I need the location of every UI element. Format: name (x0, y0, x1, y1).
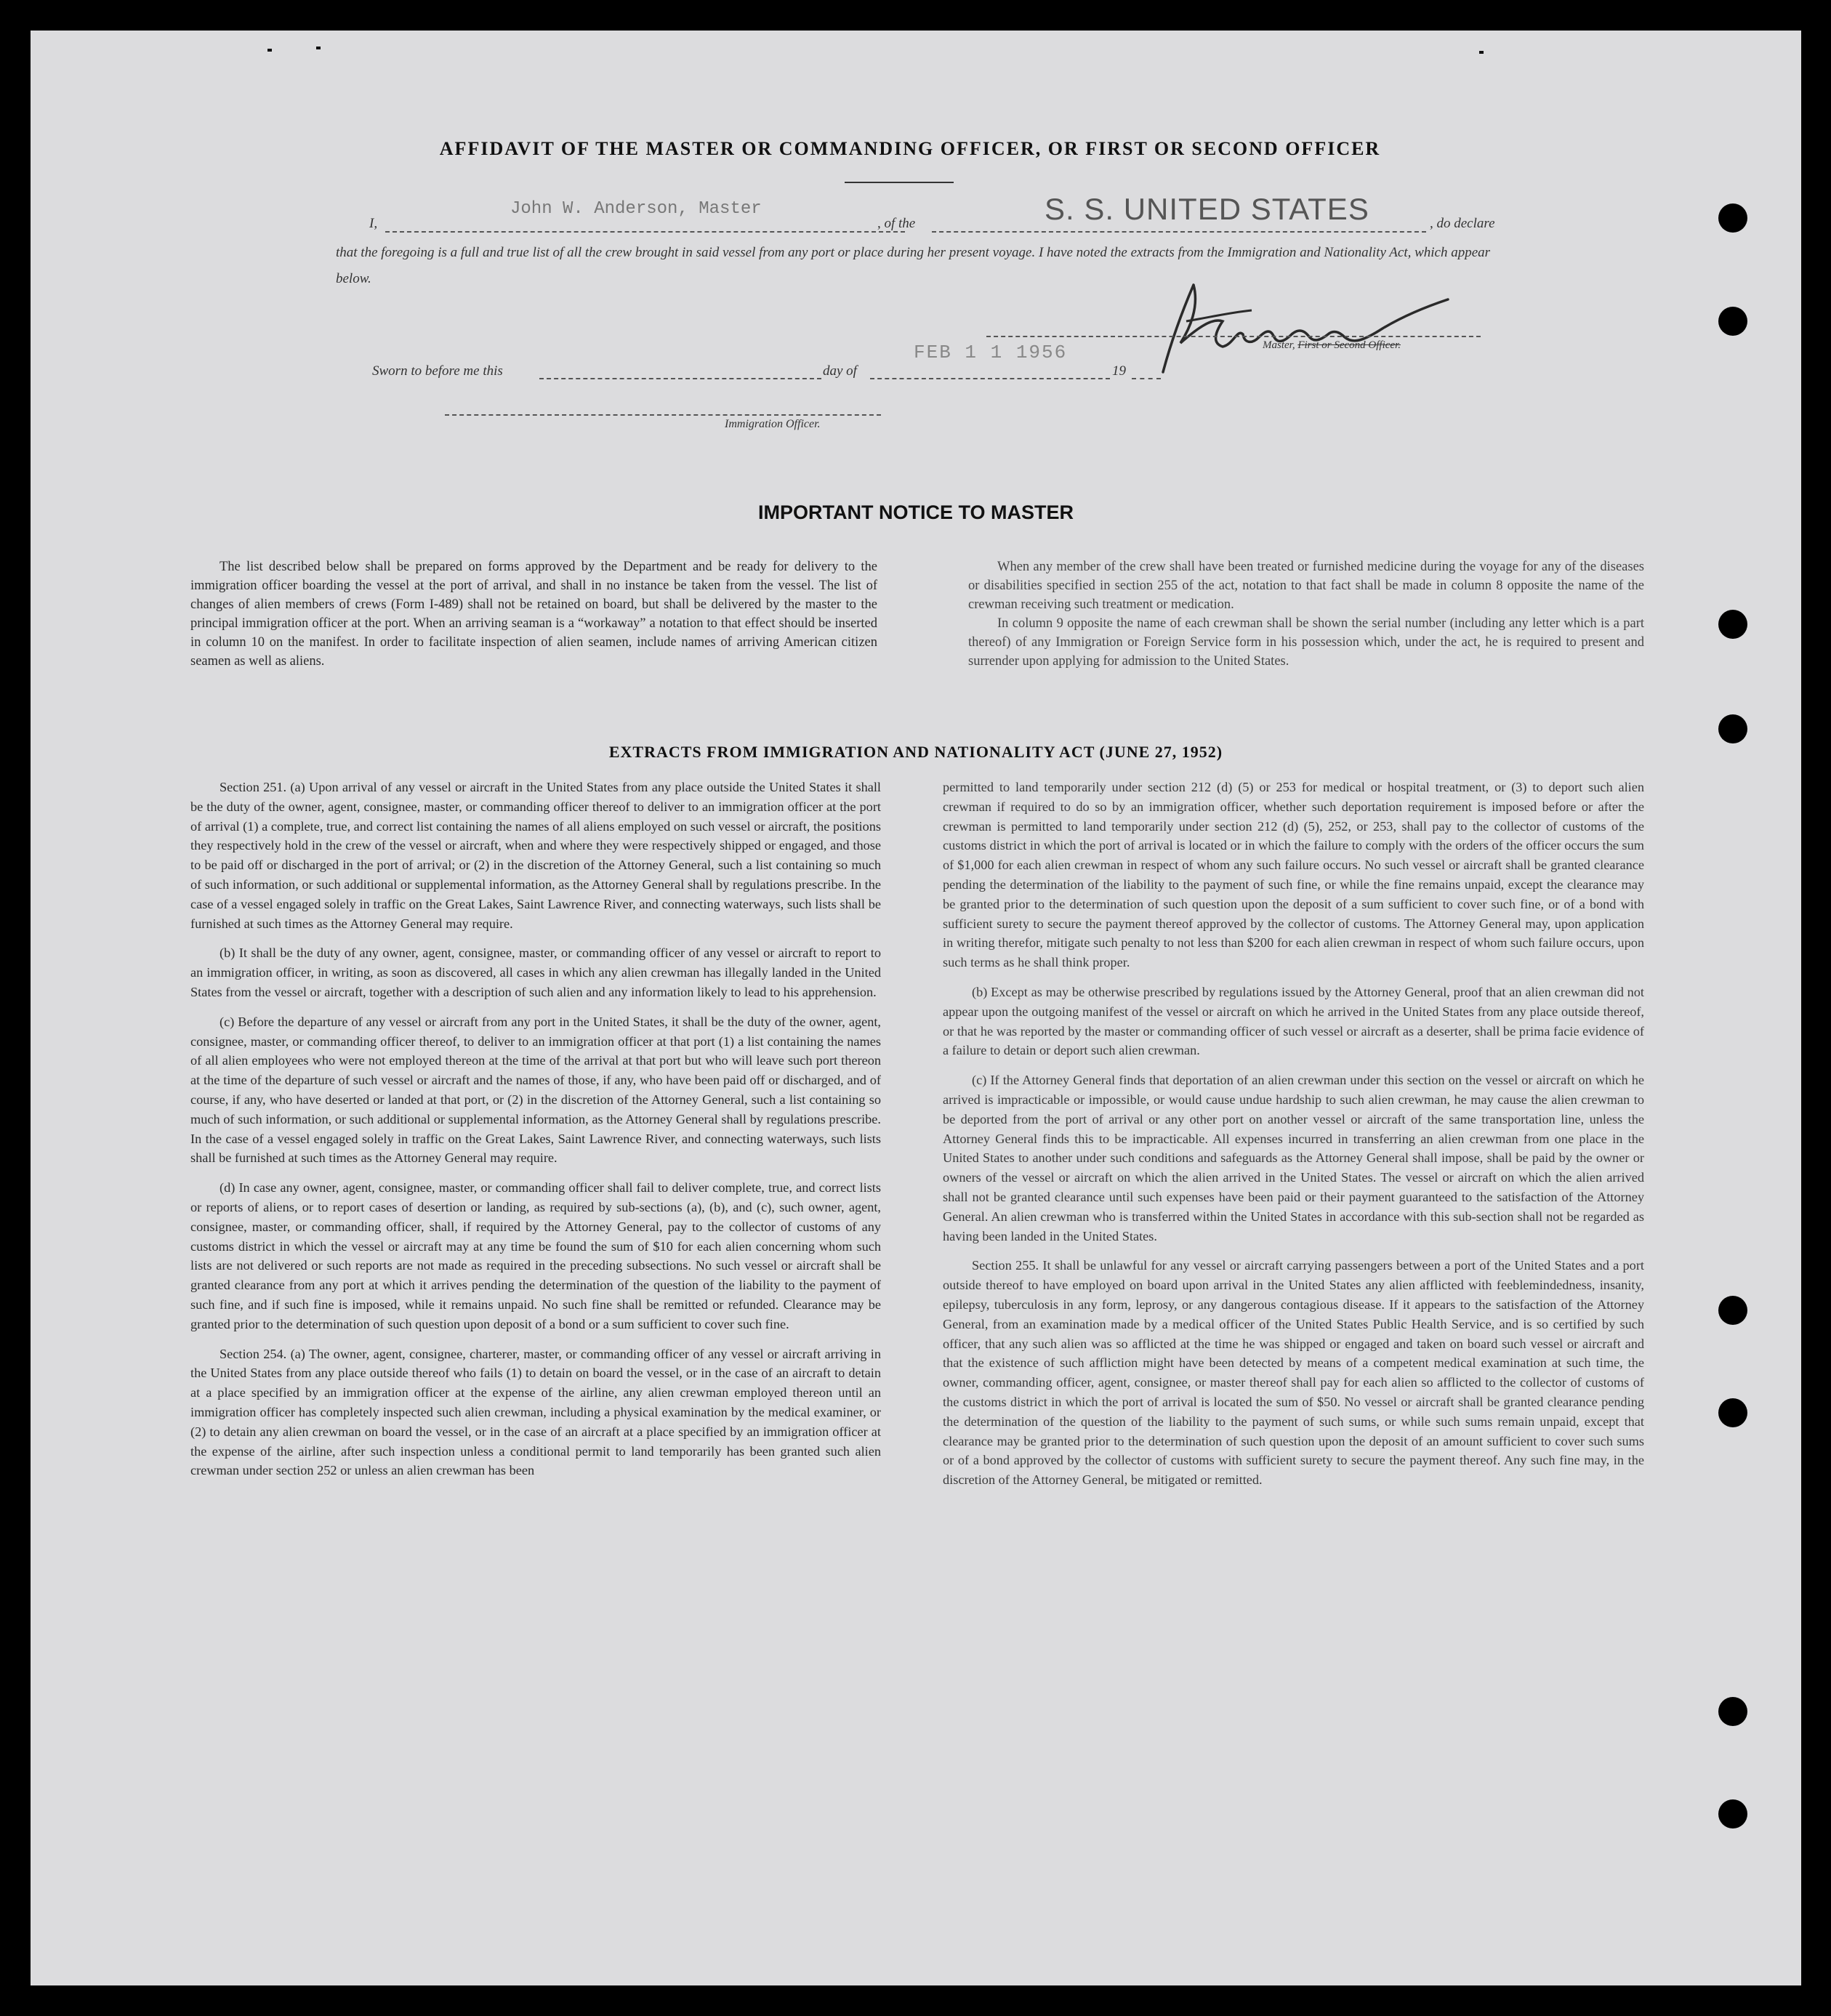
signature-line (986, 336, 1481, 337)
section-254b: (b) Except as may be otherwise prescribed by regulations issued by the Attorney General, proof that an alien crewman did not appear upon the outgoing manifest of the vessel or aircraft on which he arrived in the United States from any place outside thereof, or that he was reported by the master or commanding officer of such vessel or aircraft as a deserter, shall be prima facie evidence of a failure to detain or deport such alien crewman. (943, 984, 1644, 1058)
punch-hole (1718, 714, 1747, 743)
i-label: I, (369, 216, 378, 231)
punch-hole (1718, 203, 1747, 233)
affidavit-title: AFFIDAVIT OF THE MASTER OR COMMANDING OFFICER, OR FIRST OR SECOND OFFICER (439, 138, 1381, 159)
notice-left-column (190, 557, 877, 671)
date-stamp: FEB 1 1 1956 (914, 342, 1068, 363)
vessel-name-line (932, 231, 1426, 233)
section-251c: (c) Before the departure of any vessel or aircraft from any port in the United States, it shall be the duty of the owner, agent, consignee, master, or commanding officer thereof, to deliver to an immigration officer at that port (1) a list containing the names of all alien employees who were not employed thereon at the time of the arrival at that port but who will leave such port thereon at the time of the departure of such vessel or aircraft and the names of those, if any, who have been paid off or discharged, and of course, if any, who have deserted or landed at that port, or (2) in the discretion of the Attorney General, such a list containing so much of such information, or such additional or supplemental information, as the Attorney General shall by regulations prescribe. In the case of a vessel engaged solely in traffic on the Great Lakes, Saint Lawrence River, and connecting waterways, such lists shall be furnished at such times as the Attorney General may require. (190, 1014, 881, 1166)
year-line (1132, 378, 1161, 379)
punch-hole (1718, 1799, 1747, 1828)
scan-mark (1479, 51, 1484, 54)
sworn-label: Sworn to before me this (372, 363, 503, 379)
section-255: Section 255. It shall be unlawful for any vessel or aircraft carrying passengers between a port of the United States and a port outside thereof to have employed on board upon arrival in the United States any alien afflicted with feeblemindedness, insanity, epilepsy, tuberculosis in any form, leprosy, or any dangerous contagious disease. If it appears to the satisfaction of the Attorney General, from an examination made by a medical officer of the United States Public Health Service, and is so certified by such officer, that any such alien was so afflicted at the time he was shipped or engaged and taken on board such vessel or aircraft and that the existence of such affliction might have been detected by means of a competent medical examination at such time, the owner, commanding officer, agent, consignee, or master thereof shall pay for each alien so afflicted to the collector of customs of the customs district in which the port of arrival is located the sum of $50. No vessel or aircraft shall be granted clearance pending the determination of the question of the liability to the payment of such sums, or while such sums remain unpaid, except that clearance may be granted prior to the determination of such question upon the deposit of an amount sufficient to cover such sums or of a bond approved by the collector of customs with sufficient surety to secure the payment thereof. Any such fine may, in the discretion of the Attorney General, be mitigated or remitted. (943, 1258, 1644, 1488)
notice-paragraph: In column 9 opposite the name of each crewman shall be shown the serial number (including any letter which is a part thereof) of any Immigration or Foreign Service form in his possession which, under the act, he is required to present and surrender upon applying for admission to the United States. (968, 616, 1644, 669)
scan-mark (267, 49, 272, 52)
notice-paragraph: When any member of the crew shall have been treated or furnished medicine during the voyage for any of the diseases or disabilities specified in section 255 of the act, notation to that fact shall be made in column 8 opposite the name of the crewman receiving such treatment or medication. (968, 560, 1644, 612)
section-254c: (c) If the Attorney General finds that deportation of an alien crewman under this section on the vessel or aircraft on which he arrived is impracticable or impossible, or would cause undue hardship to such alien crewman, he may cause the alien crewman to be deported from the port of arrival or any other port on another vessel or aircraft of the same transportation line, unless the Attorney General finds this to be impracticable. All expenses incurred in transferring an alien crewman from one place in the United States to another under such conditions and safeguards as the Attorney General shall impose, shall be paid by the owner or owners of the vessel or aircraft on which the alien arrived in the United States. The vessel or aircraft on which the alien arrived shall not be granted clearance until such expenses have been paid or their payment guaranteed to the satisfaction of the Attorney General. An alien crewman who is transferred within the United States in accordance with this sub-section shall not be regarded as having been landed in the United States. (943, 1073, 1644, 1243)
day-of-label: day of (823, 363, 857, 379)
extracts-title: EXTRACTS FROM IMMIGRATION AND NATIONALITY ACT (JUNE 27, 1952) (608, 743, 1223, 761)
master-signature (1143, 278, 1462, 387)
section-251a: Section 251. (a) Upon arrival of any vessel or aircraft in the United States from any place outside the United States it shall be the duty of the owner, agent, consignee, master, or commanding officer thereof to deliver to an immigration officer at the port of arrival (1) a complete, true, and correct list containing the names of all aliens employed on such vessel or aircraft, the positions they respectively hold in the crew of the vessel or aircraft, when and where they were respectively shipped or engaged, and those to be paid off or discharged in the port of arrival; or (2) in the discretion of the Attorney General, such a list containing so much of such information, or such additional or supplemental information, as the Attorney General shall by regulations prescribe. In the case of a vessel engaged solely in traffic on the Great Lakes, Saint Lawrence River, and connecting waterways, such lists shall be furnished at such times as the Attorney General may require. (190, 780, 881, 931)
punch-hole (1718, 610, 1747, 639)
immigration-officer-line (445, 414, 881, 416)
vessel-name-field[interactable]: S. S. UNITED STATES (1045, 192, 1369, 226)
punch-hole (1718, 1398, 1747, 1427)
document-page (31, 31, 1801, 1985)
immigration-officer-label: Immigration Officer. (725, 418, 821, 430)
section-251b: (b) It shall be the duty of any owner, agent, consignee, master, or commanding officer of any vessel or aircraft to report to an immigration officer, in writing, as soon as discovered, all cases in which any alien crewman has illegally landed in the United States from the vessel or aircraft, together with a description of such alien and any information likely to lead to his apprehension. (190, 945, 881, 999)
year-prefix: 19 (1112, 363, 1126, 379)
extracts-left-column (190, 778, 881, 1491)
sworn-day-line (539, 378, 821, 379)
section-254a: Section 254. (a) The owner, agent, consignee, charterer, master, or commanding officer of any vessel or aircraft arriving in the United States from any place outside thereof who fails (1) to detain on board the vessel, or in the case of an aircraft to detain at a place specified by an immigration officer at the expense of the airline, any alien crewman employed thereon until an immigration officer has completely inspected such alien crewman, including a physical examination by the medical examiner, or (2) to detain any alien crewman on board the vessel, or in the case of an aircraft at a place specified by an immigration officer at the expense of the airline, after such inspection unless a conditional permit to land temporarily has been granted such alien crewman under section 252 or unless an alien crewman has been (190, 1346, 881, 1478)
extracts-right-column (943, 778, 1644, 1500)
section-251d: (d) In case any owner, agent, consignee, master, or commanding officer shall fail to deliver complete, true, and correct lists or reports of aliens, or to report cases of desertion or landing, as required by sub-sections (a), (b), and (c), such owner, agent, consignee, master, or commanding officer, shall, if required by the Attorney General, pay to the collector of customs of any customs district in which the vessel or aircraft may at any time be found the sum of $10 for each alien concerning whom such lists are not delivered or such reports are not made as required in the preceding subsections. No such vessel or aircraft shall be granted clearance from any port at which it arrives pending the determination of the question of the liability to the payment of such fine, and if such fine is imposed, while it remains unpaid. No such fine shall be remitted or refunded. Clearance may be granted prior to the determination of such question upon deposit of a bond or a sum sufficient to cover such fine. (190, 1180, 881, 1331)
punch-hole (1718, 1697, 1747, 1726)
declare-label: , do declare (1430, 216, 1495, 231)
scan-mark (316, 47, 321, 49)
declaration-text: that the foregoing is a full and true list of all the crew brought in said vessel from any port or place during her present voyage. I have noted the extracts from the Immigration and Nationality Act, which appear below. (336, 245, 1491, 286)
master-name-field[interactable]: John W. Anderson, Master (510, 199, 762, 219)
section-254a-continued: permitted to land temporarily under section 212 (d) (5) or 253 for medical or hospital treatment, or (3) to deport such alien crewman if required to do so by an immigration officer, whether such deportation requirement is imposed before or after the crewman is permitted to land temporarily under section 212 (d) (5), 252, or 253, shall pay to the collector of customs of the customs district in which the port of arrival is located or in which the failure to comply with the orders of the officer occurs the sum of $1,000 for each alien crewman in respect of whom any such failure occurs. No such vessel or aircraft shall be granted clearance pending the determination of the liability to the payment of such fine, or while the fine remains unpaid, except the clearance may be granted prior to the determination of such question upon the deposit of a sum sufficient to cover such fine, or of a bond with sufficient surety to secure the payment thereof approved by the collector of customs. The Attorney General may, upon application in writing therefor, mitigate such penalty to not less than $200 for each alien crewman in respect of whom such failure occurs, upon such terms as he shall think proper. (943, 780, 1644, 970)
notice-right-column (968, 557, 1644, 671)
sworn-month-line (870, 378, 1110, 379)
punch-hole (1718, 307, 1747, 336)
master-name-line (385, 231, 905, 233)
punch-hole (1718, 1296, 1747, 1325)
signature-role-label: Master, First or Second Officer. (1263, 339, 1401, 351)
notice-title: IMPORTANT NOTICE TO MASTER (758, 501, 1074, 523)
notice-paragraph: The list described below shall be prepared on forms approved by the Department and be ready for delivery to the immigration officer boarding the vessel at the port of arrival, and shall in no instance be taken from the vessel. The list of changes of alien members of crews (Form I-489) shall not be retained on board, but shall be delivered by the master to the principal immigration officer at the port. When an arriving seaman is a “workaway” a notation to that effect should be inserted in column 10 on the manifest. In order to facilitate inspection of alien seamen, include names of arriving American citizen seamen as well as aliens. (190, 560, 877, 669)
of-the-label: , of the (877, 216, 916, 231)
title-divider (845, 182, 954, 183)
